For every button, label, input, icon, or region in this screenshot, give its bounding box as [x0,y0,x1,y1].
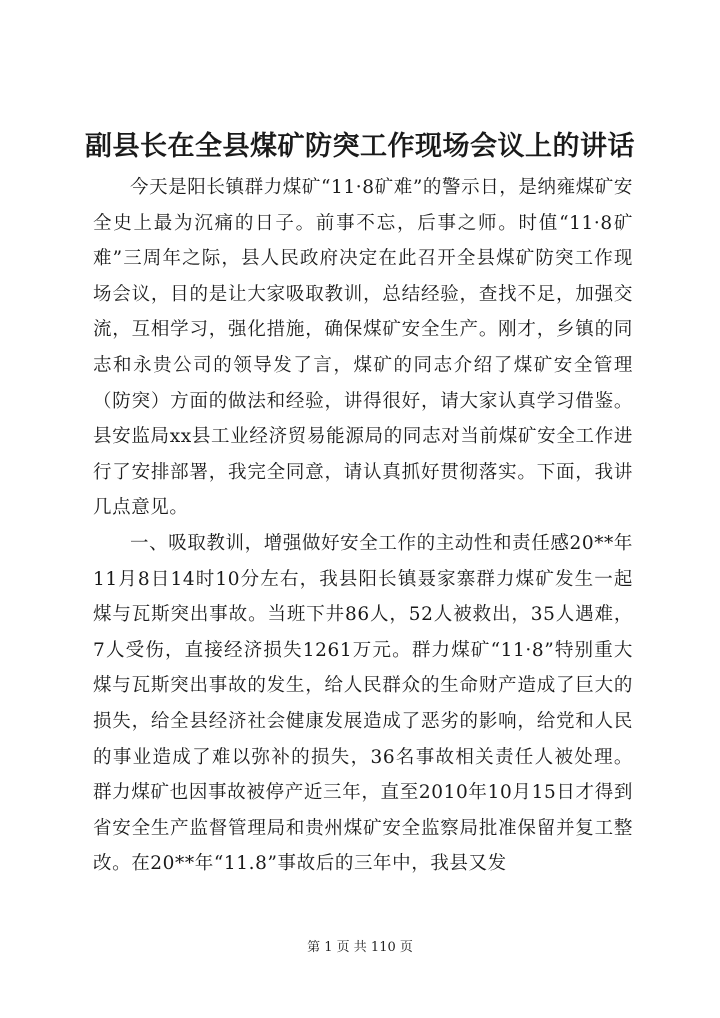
document-body [93,170,633,882]
paragraph-intro: 今天是阳长镇群力煤矿“11·8矿难”的警示日，是纳雍煤矿安全史上最为沉痛的日子。前事不忘，后事之师。时值“11·8矿难”三周年之际，县人民政府决定在此召开全县煤矿防突工作现场会议，目的是让大家吸取教训，总结经验，查找不足，加强交流，互相学习，强化措施，确保煤矿安全生产。刚才，乡镇的同志和永贵公司的领导发了言，煤矿的同志介绍了煤矿安全管理（防突）方面的做法和经验，讲得很好，请大家认真学习借鉴。县安监局xx县工业经济贸易能源局的同志对当前煤矿安全工作进行了安排部署，我完全同意，请认真抓好贯彻落实。下面，我讲几点意见。 [93,177,634,519]
document-title: 副县长在全县煤矿防突工作现场会议上的讲话 [85,131,635,162]
paragraph-section-one: 一、吸取教训，增强做好安全工作的主动性和责任感20**年11月8日14时10分左右，我县阳长镇聂家寨群力煤矿发生一起煤与瓦斯突出事故。当班下井86人，52人被救出，35人遇难，7人受伤，直接经济损失1261万元。群力煤矿“11·8”特别重大煤与瓦斯突出事故的发生，给人民群众的生命财产造成了巨大的损失，给全县经济社会健康发展造成了恶劣的影响，给党和人民的事业造成了难以弥补的损失，36名事故相关责任人被处理。群力煤矿也因事故被停产近三年，直至2010年10月15日才得到省安全生产监督管理局和贵州煤矿安全监察局批准保留并复工整改。在20**年“11.8”事故后的三年中，我县又发 [93,532,633,875]
page-footer: 第 1 页 共 110 页 [307,940,413,955]
